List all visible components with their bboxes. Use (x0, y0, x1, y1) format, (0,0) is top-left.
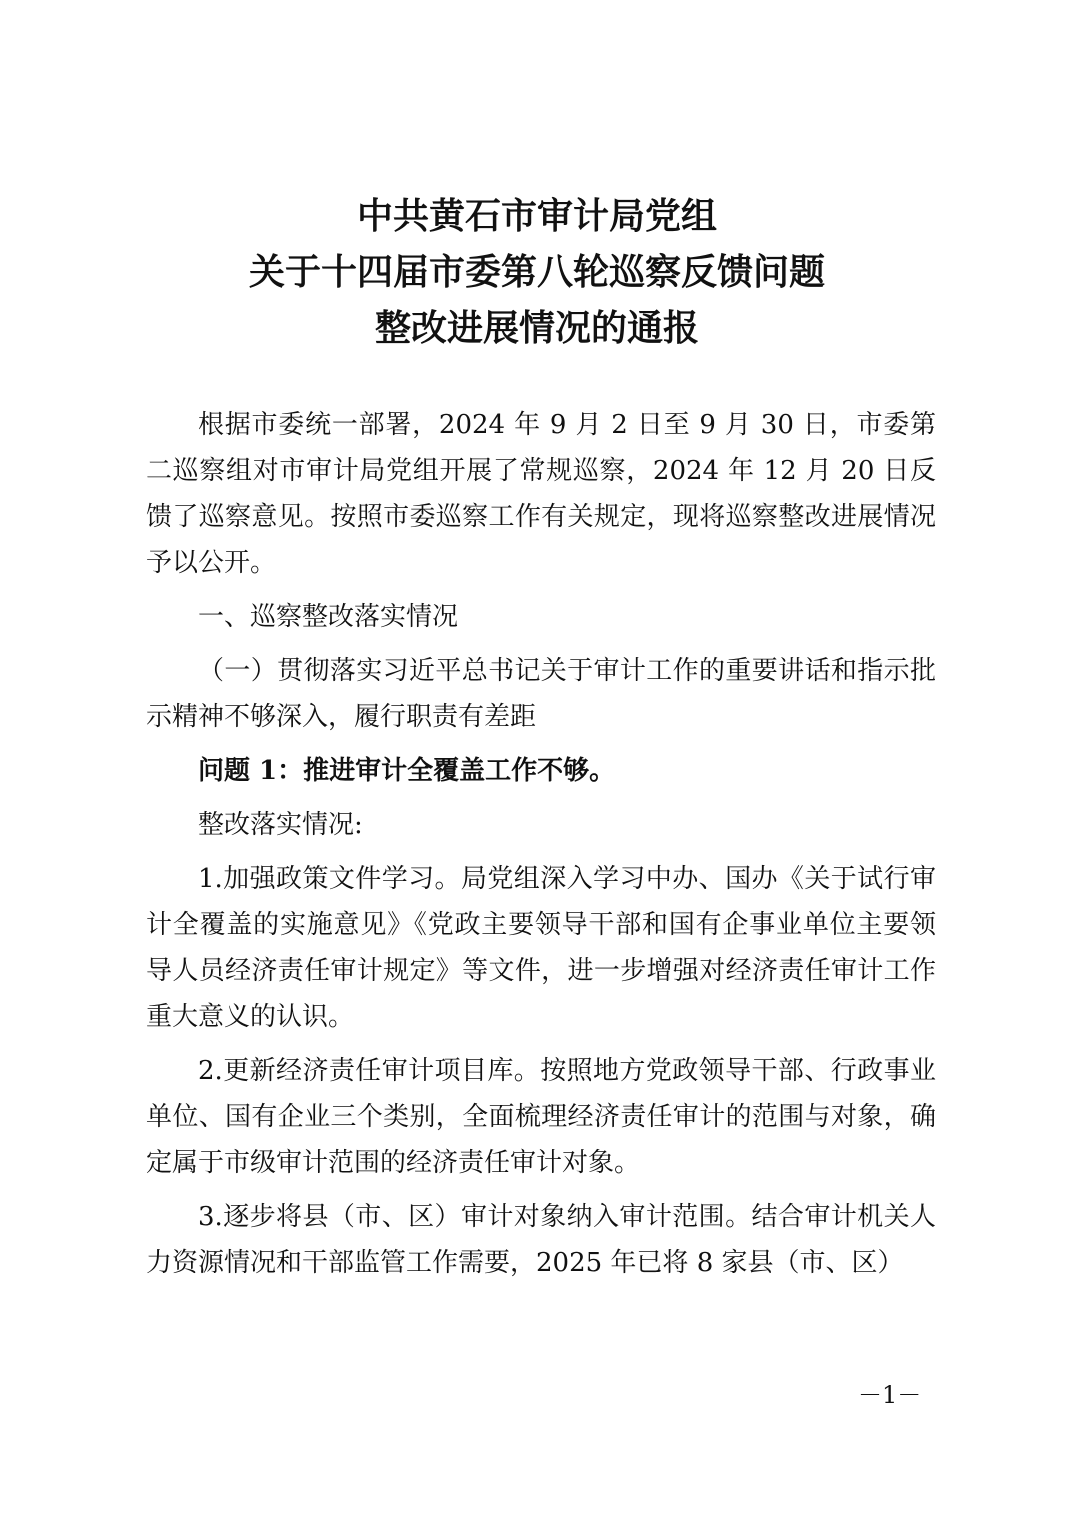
rectification-item-1: 1.加强政策文件学习。局党组深入学习中办、国办《关于试行审计全覆盖的实施意见》《党政主要领导干部和国有企事业单位主要领导人员经济责任审计规定》等文件，进一步增强对经济责任审计工作重大意义的认识。 (146, 864, 936, 1032)
document-body (146, 402, 936, 1294)
title-line-3: 整改进展情况的通报 (374, 307, 699, 349)
title-line-2: 关于十四届市委第八轮巡察反馈问题 (248, 251, 825, 293)
rectification-item-2: 2.更新经济责任审计项目库。按照地方党政领导干部、行政事业单位、国有企业三个类别，全面梳理经济责任审计的范围与对象，确定属于市级审计范围的经济责任审计对象。 (146, 1056, 936, 1178)
document-title (0, 188, 1074, 356)
rectification-item-3: 3.逐步将县（市、区）审计对象纳入审计范围。结合审计机关人力资源情况和干部监管工作需要，2025 年已将 8 家县（市、区） (146, 1202, 936, 1278)
problem-heading: 问题 1：推进审计全覆盖工作不够。 (198, 756, 616, 786)
rectification-label: 整改落实情况: (198, 810, 363, 840)
intro-paragraph: 根据市委统一部署，2024 年 9 月 2 日至 9 月 30 日，市委第二巡察组对市审计局党组开展了常规巡察，2024 年 12 月 20 日反馈了巡察意见。按照市委巡察工作有关规定，现将巡察整改进展情况予以公开。 (146, 410, 936, 578)
title-line-1: 中共黄石市审计局党组 (356, 195, 717, 237)
section-heading: 一、巡察整改落实情况 (198, 602, 459, 632)
subsection-heading: （一）贯彻落实习近平总书记关于审计工作的重要讲话和指示批示精神不够深入，履行职责有差距 (146, 656, 936, 732)
page-number: －1－ (858, 1381, 922, 1409)
